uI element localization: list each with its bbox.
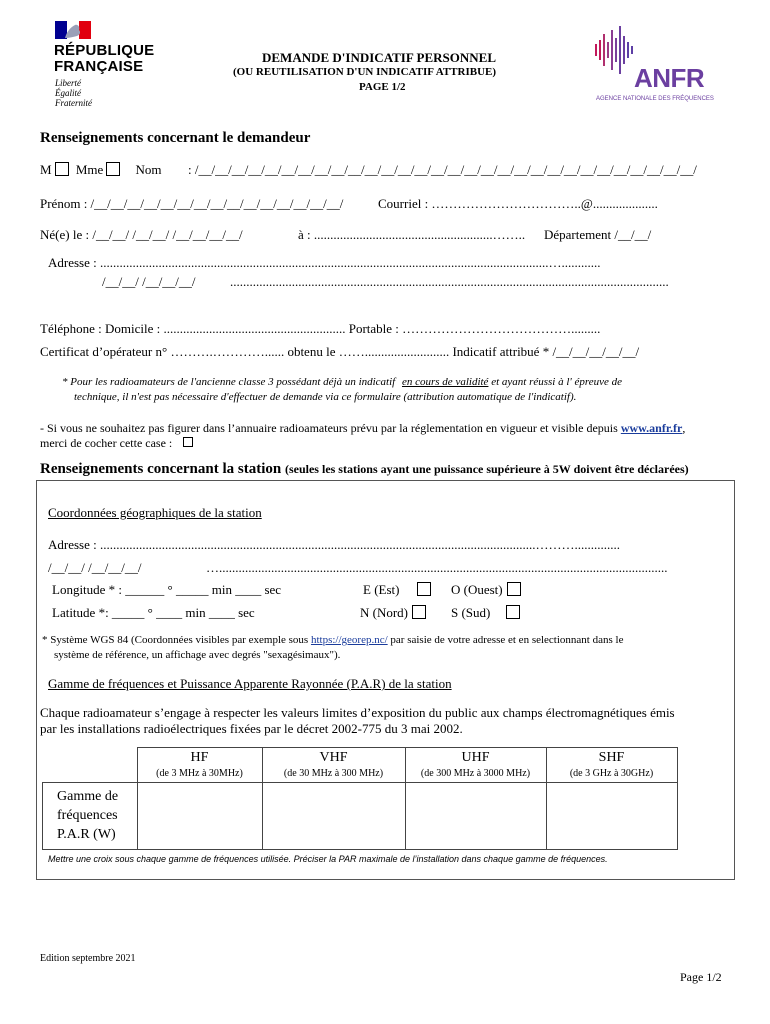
- section-title-station: [40, 461, 689, 478]
- sud-checkbox[interactable]: [506, 605, 520, 619]
- wgs-note-line2: système de référence, un affichage avec degrés "sexagésimaux").: [54, 649, 341, 661]
- wgs-note-text-a: * Système WGS 84 (Coordonnées visibles par exemple sous: [42, 634, 309, 646]
- latitude-field[interactable]: Latitude *: _____ ° ____ min ____ sec: [52, 605, 255, 620]
- anfr-wordmark: ANFR: [634, 63, 705, 93]
- band-range-uhf: (de 300 MHz à 3000 MHz): [420, 768, 531, 779]
- nord-label: N (Nord): [360, 605, 409, 620]
- est-checkbox[interactable]: [417, 582, 431, 596]
- republique-title-line1: RÉPUBLIQUE: [54, 42, 155, 59]
- est-label: E (Est): [363, 582, 400, 597]
- band-name-shf: SHF: [598, 750, 625, 765]
- par-row-label-line1: Gamme de: [57, 788, 119, 804]
- section-title-demandeur: Renseignements concernant le demandeur: [40, 130, 311, 146]
- nord-checkbox[interactable]: [412, 605, 426, 619]
- frequency-table-header-row: [43, 748, 678, 783]
- code-postal-field[interactable]: /__/__/ /__/__/__/: [102, 274, 196, 289]
- band-header-shf: [546, 748, 677, 783]
- courriel-field[interactable]: Courriel : ……………………………..@....................: [378, 196, 658, 211]
- document-title: DEMANDE D'INDICATIF PERSONNEL: [262, 50, 497, 65]
- civilite-m-label: M: [40, 162, 52, 177]
- georep-link[interactable]: https://georep.nc/: [310, 634, 388, 646]
- station-title-subtitle: (seules les stations ayant une puissance supérieure à 5W doivent être déclarées): [284, 462, 689, 476]
- band-range-hf: (de 3 MHz à 30MHz): [156, 768, 243, 779]
- devise: [55, 78, 92, 108]
- note-classe3-text-a: * Pour les radioamateurs de l'ancienne classe 3 possédant déjà un indicatif: [62, 376, 396, 388]
- band-header-hf: [137, 748, 262, 783]
- band-range-vhf: (de 30 MHz à 300 MHz): [283, 768, 384, 779]
- devise-egalite: Égalité: [55, 88, 81, 98]
- lieu-naissance-field[interactable]: à : .......................................................……..: [298, 227, 526, 242]
- longitude-field[interactable]: Longitude * : ______ ° _____ min ____ sec: [52, 582, 282, 597]
- departement-field[interactable]: Département /__/__/: [544, 227, 652, 242]
- page-number: Page 1/2: [680, 970, 722, 984]
- par-cell-hf[interactable]: [137, 782, 262, 849]
- ouest-checkbox[interactable]: [507, 582, 521, 596]
- annuaire-comma: ,: [682, 421, 686, 435]
- table-note: Mettre une croix sous chaque gamme de fréquences utilisée. Préciser la PAR maximale de l’installation dans chaque gamme de fréquences.: [48, 854, 608, 864]
- anfr-website-link[interactable]: www.anfr.fr: [620, 421, 683, 435]
- ouest-option: [451, 582, 521, 598]
- gamme-title: Gamme de fréquences et Puissance Apparente Rayonnée (P.A.R) de la station: [48, 676, 452, 691]
- par-row-label: [43, 782, 138, 849]
- edition-date: Edition septembre 2021: [40, 953, 136, 964]
- est-option: [363, 582, 431, 598]
- station-code-postal-field[interactable]: /__/__/ /__/__/__/: [48, 560, 142, 575]
- band-name-hf: HF: [190, 750, 209, 765]
- station-ville-field[interactable]: …..........................................................................................................................................: [206, 560, 668, 575]
- date-naissance-field[interactable]: Né(e) le : /__/__/ /__/__/ /__/__/__/__/: [40, 227, 243, 242]
- frequency-table-par-row: [43, 782, 678, 849]
- annuaire-text: - Si vous ne souhaitez pas figurer dans l’annuaire radioamateurs prévu par la réglementation en vigueur et visible depuis: [40, 421, 618, 435]
- note-classe3-underlined: en cours de validité: [401, 376, 489, 388]
- engagement-line2: par les installations radioélectriques fixées par le décret 2002-775 du 3 mai 2002.: [40, 721, 463, 736]
- frequency-table-corner: [43, 748, 138, 783]
- band-name-vhf: VHF: [319, 750, 348, 765]
- par-cell-uhf[interactable]: [405, 782, 546, 849]
- republique-title-line2: FRANÇAISE: [54, 58, 144, 75]
- civilite-mme-checkbox[interactable]: [106, 162, 120, 176]
- nom-label: Nom: [135, 162, 162, 177]
- telephone-field[interactable]: Téléphone : Domicile : ........................................................ Portable : ………………………………….........: [40, 321, 601, 336]
- civilite-row: [40, 162, 162, 178]
- sud-label: S (Sud): [451, 605, 491, 620]
- anfr-tagline: AGENCE NATIONALE DES FRÉQUENCES: [596, 96, 714, 102]
- ouest-label: O (Ouest): [451, 582, 503, 597]
- certificat-field[interactable]: Certificat d’opérateur n° ……….…………...... obtenu le …….......................... Indicatif attribué * /__/__/__/__/__/: [40, 344, 640, 359]
- coords-title: Coordonnées géographiques de la station: [48, 505, 262, 520]
- frequency-table: [42, 747, 678, 850]
- document-subtitle: (OU REUTILISATION D'UN INDICATIF ATTRIBUE): [233, 66, 497, 78]
- band-header-uhf: [405, 748, 546, 783]
- civilite-mme-label: Mme: [75, 162, 104, 177]
- par-cell-shf[interactable]: [546, 782, 677, 849]
- par-row-label-line2: fréquences: [57, 807, 118, 823]
- annuaire-line2: [40, 436, 193, 451]
- par-row-label-line3: P.A.R (W): [57, 826, 116, 842]
- nom-field[interactable]: : /__/__/__/__/__/__/__/__/__/__/__/__/__/__/__/__/__/__/__/__/__/__/__/__/__/__/__/__/__/__/: [188, 162, 697, 177]
- nord-option: [360, 605, 426, 621]
- adresse-line1-field[interactable]: Adresse : ..........................................................................................................................................…............: [48, 255, 601, 270]
- band-header-vhf: [262, 748, 405, 783]
- civilite-m-checkbox[interactable]: [55, 162, 69, 176]
- devise-fraternite: Fraternité: [55, 98, 92, 108]
- wgs-note-text-b: par saisie de votre adresse et en selectionnant dans le: [390, 634, 624, 646]
- wgs-note-line1: [42, 634, 623, 646]
- annuaire-consent-label: merci de cocher cette case :: [40, 436, 173, 450]
- sud-option: [451, 605, 520, 621]
- ville-field[interactable]: .......................................................................................................................................: [230, 274, 669, 289]
- document-page-header: PAGE 1/2: [359, 81, 406, 93]
- note-classe3-line2: technique, il n'est pas nécessaire d'effectuer de demande via ce formulaire (attribution automatique de l'indicatif).: [74, 391, 577, 403]
- par-cell-vhf[interactable]: [262, 782, 405, 849]
- annuaire-line1: [40, 421, 685, 436]
- devise-liberte: Liberté: [55, 78, 81, 88]
- note-classe3-line1: [62, 376, 622, 388]
- band-name-uhf: UHF: [461, 750, 490, 765]
- engagement-line1: Chaque radioamateur s’engage à respecter les valeurs limites d’exposition du public aux champs électromagnétiques émis: [40, 705, 675, 720]
- annuaire-optout-checkbox[interactable]: [183, 437, 193, 447]
- band-range-shf: (de 3 GHz à 30GHz): [569, 768, 654, 779]
- prenom-field[interactable]: Prénom : /__/__/__/__/__/__/__/__/__/__/__/__/__/__/__/: [40, 196, 344, 211]
- station-title-text: Renseignements concernant la station: [40, 461, 282, 477]
- marianne-flag-icon: [55, 21, 91, 39]
- note-classe3-text-b: et ayant réussi à l' épreuve de: [491, 376, 623, 388]
- station-adresse-line1-field[interactable]: Adresse : ......................................................................................................................................………..............: [48, 537, 620, 552]
